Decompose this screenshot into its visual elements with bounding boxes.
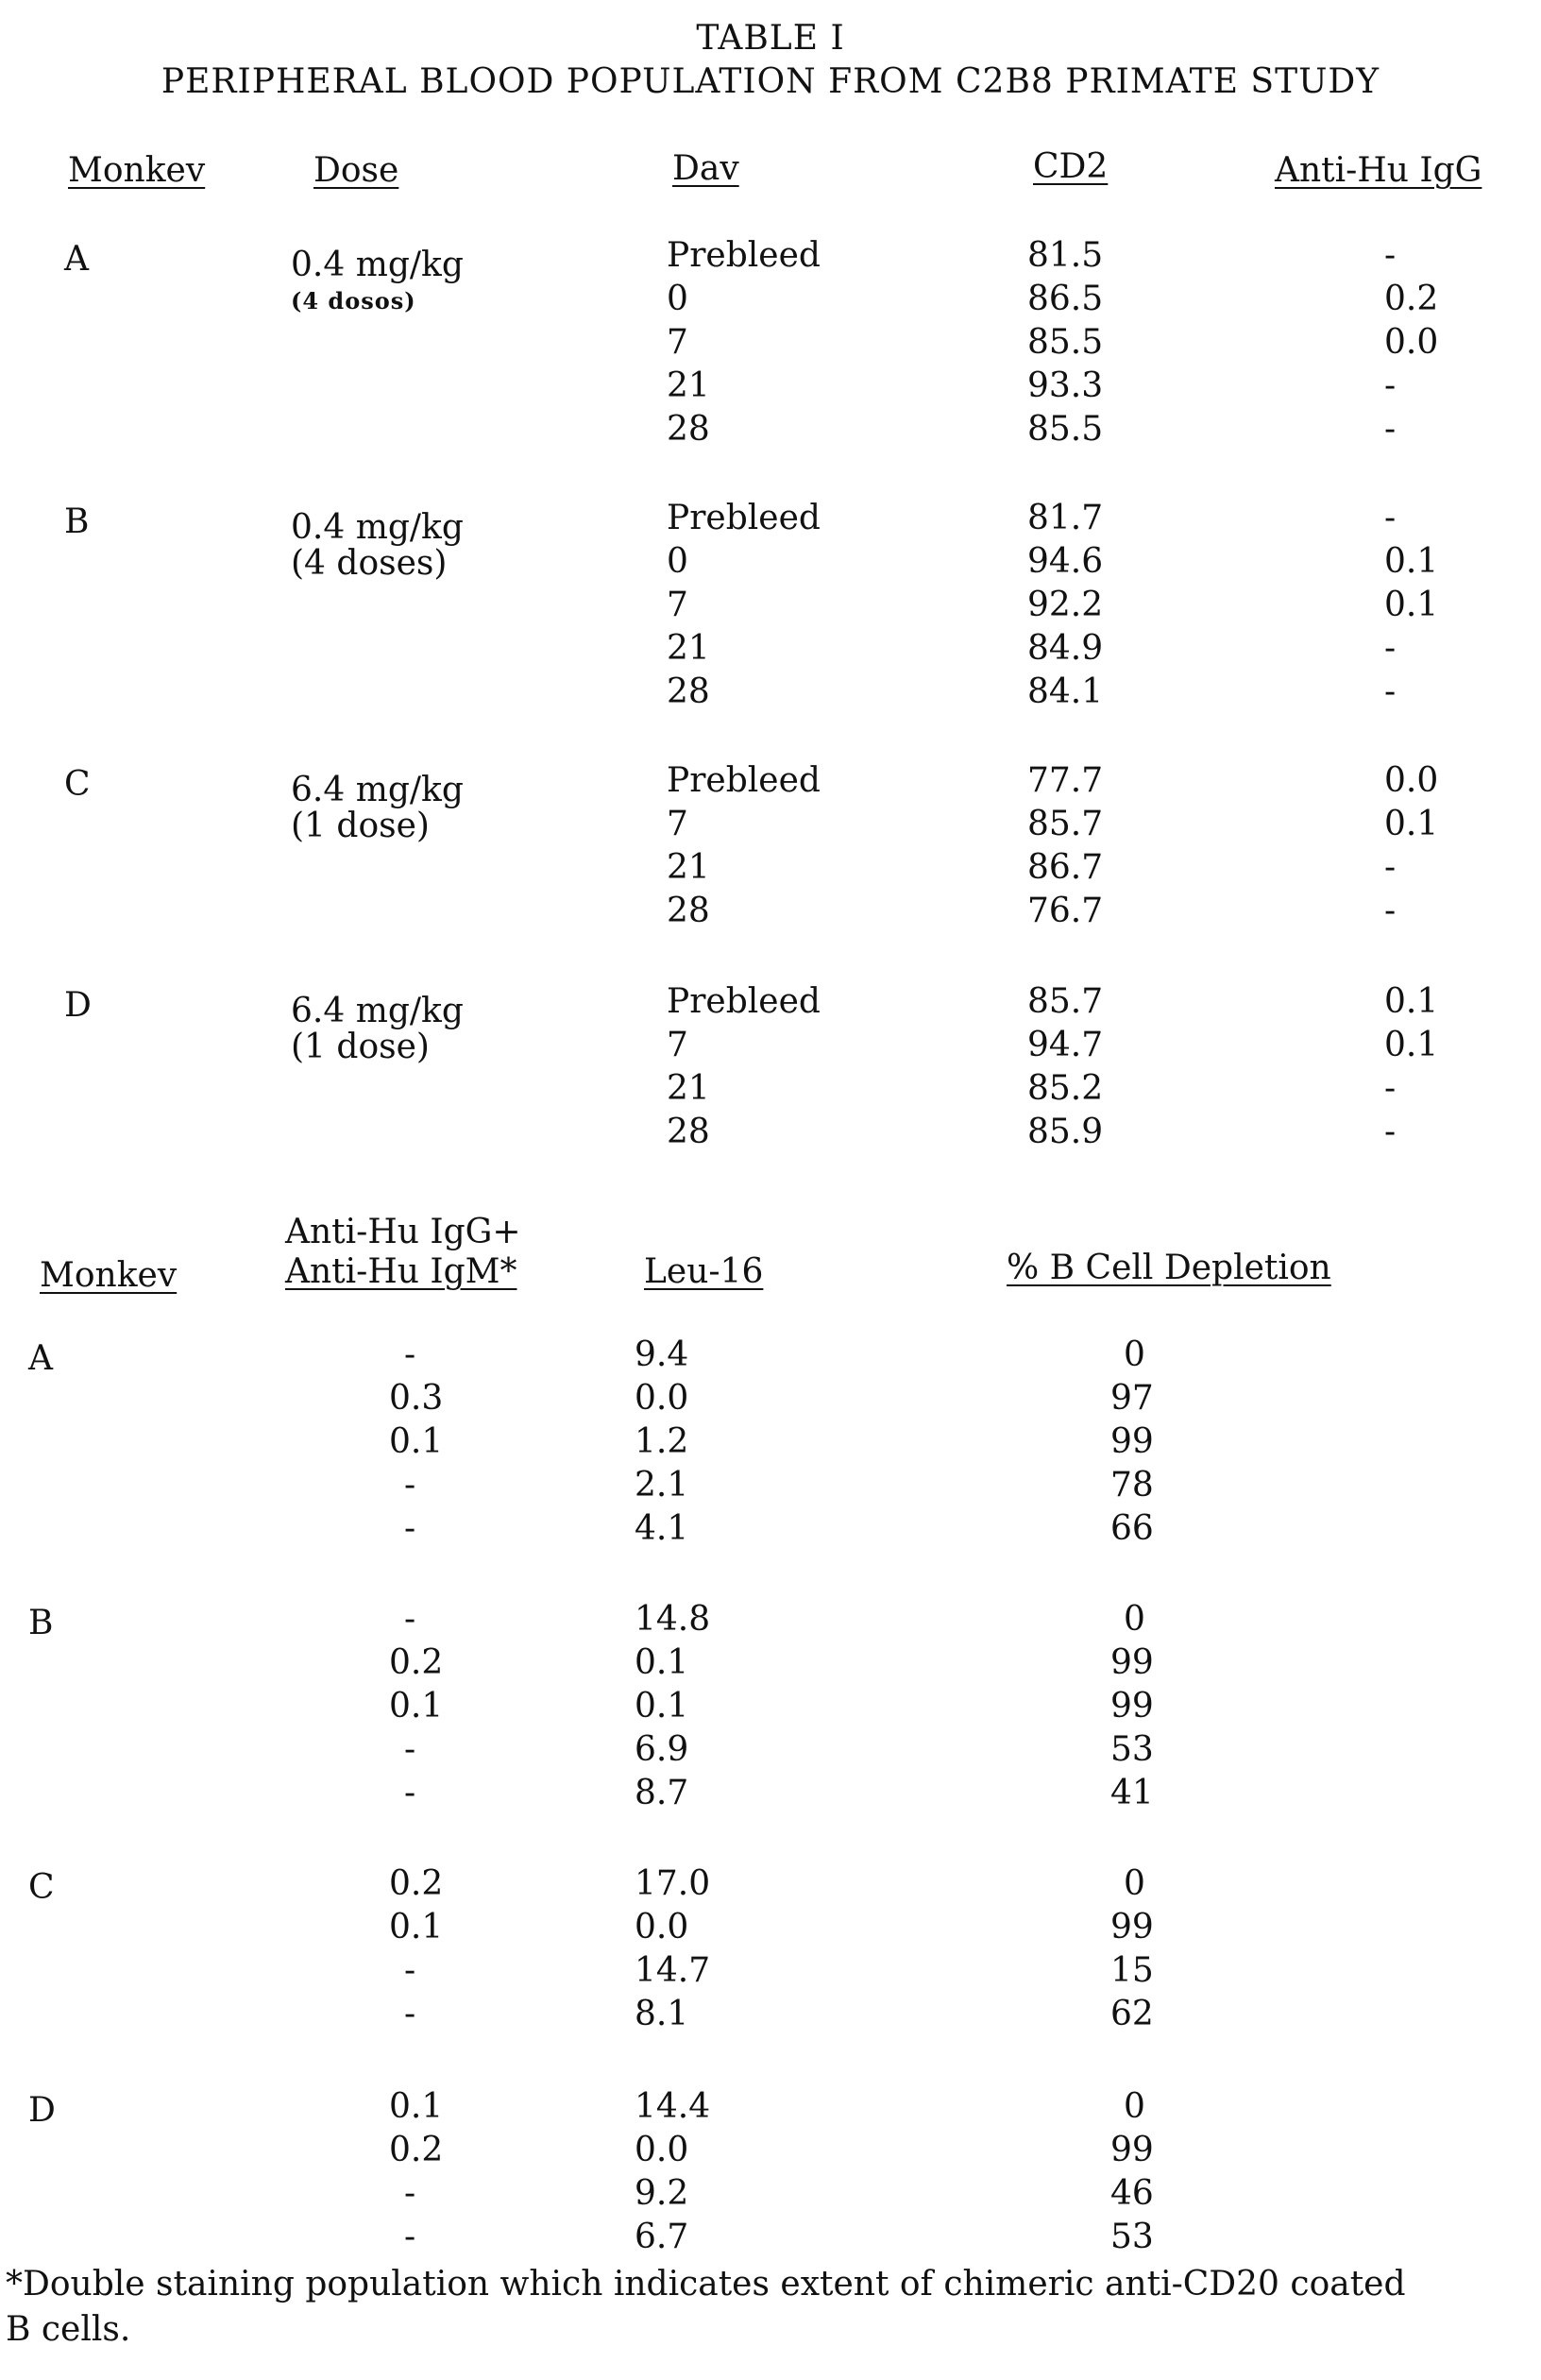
t1-day: 7: [667, 805, 688, 843]
t1-anti-hu-igg: 0.1: [1384, 982, 1439, 1021]
t1-day: 0: [667, 542, 688, 581]
t2-anti-hu-igg-igm: -: [404, 1466, 416, 1504]
t1-dose-note: (4 doses): [291, 544, 448, 583]
t1-dose: 0.4 mg/kg: [291, 508, 464, 547]
t1-cd2: 81.7: [1027, 499, 1104, 537]
t1-dose-note: (1 dose): [291, 807, 430, 845]
t1-anti-hu-igg: 0.1: [1384, 805, 1439, 843]
t2-monkey-label: D: [28, 2091, 56, 2130]
t2-b-cell-depletion: 53: [1110, 1730, 1154, 1769]
t1-cd2: 84.1: [1027, 672, 1104, 711]
t2-leu16: 6.7: [635, 2218, 689, 2256]
t2-monkey-label: A: [28, 1339, 53, 1378]
t2-b-cell-depletion: 66: [1110, 1509, 1154, 1548]
t1-cd2: 85.7: [1027, 805, 1104, 843]
footnote-line2: B cells.: [6, 2310, 131, 2349]
t2-anti-hu-igg-igm: 0.1: [389, 1422, 444, 1461]
t1-cd2: 86.5: [1027, 280, 1104, 318]
t1-dose-note: (1 dose): [291, 1028, 430, 1066]
t1-day: Prebleed: [667, 761, 821, 800]
t2-leu16: 2.1: [635, 1466, 689, 1504]
t1-day: 21: [667, 366, 710, 405]
t2-leu16: 6.9: [635, 1730, 689, 1769]
t2-b-cell-depletion: 99: [1110, 1687, 1154, 1726]
t1-header-dose: Dose: [313, 151, 399, 190]
t1-day: 28: [667, 410, 710, 449]
t2-header-igg-igm-line2: Anti-Hu IgM*: [285, 1252, 517, 1291]
t2-anti-hu-igg-igm: -: [404, 1600, 416, 1639]
t1-day: Prebleed: [667, 982, 821, 1021]
t2-b-cell-depletion: 53: [1110, 2218, 1154, 2256]
t2-anti-hu-igg-igm: -: [404, 1730, 416, 1769]
t1-cd2: 81.5: [1027, 236, 1104, 275]
t1-cd2: 93.3: [1027, 366, 1104, 405]
t2-anti-hu-igg-igm: -: [404, 1951, 416, 1990]
t1-anti-hu-igg: 0.0: [1384, 761, 1439, 800]
t1-anti-hu-igg: 0.0: [1384, 323, 1439, 362]
t1-cd2: 85.5: [1027, 323, 1104, 362]
t2-leu16: 17.0: [635, 1864, 711, 1903]
t1-cd2: 76.7: [1027, 892, 1104, 930]
t1-anti-hu-igg: 0.1: [1384, 586, 1439, 624]
t2-leu16: 0.0: [635, 1379, 689, 1418]
t1-day: 7: [667, 1026, 688, 1064]
t1-day: 21: [667, 1069, 710, 1108]
t1-day: 28: [667, 672, 710, 711]
t1-cd2: 85.7: [1027, 982, 1104, 1021]
t1-day: Prebleed: [667, 499, 821, 537]
t2-anti-hu-igg-igm: 0.2: [389, 1643, 444, 1682]
t2-anti-hu-igg-igm: -: [404, 1995, 416, 2033]
t2-leu16: 4.1: [635, 1509, 689, 1548]
t1-cd2: 85.5: [1027, 410, 1104, 449]
t2-anti-hu-igg-igm: -: [404, 2174, 416, 2213]
t1-cd2: 94.7: [1027, 1026, 1104, 1064]
t2-anti-hu-igg-igm: 0.3: [389, 1379, 444, 1418]
t2-leu16: 14.7: [635, 1951, 711, 1990]
t1-anti-hu-igg: -: [1384, 236, 1397, 275]
t2-anti-hu-igg-igm: 0.1: [389, 1687, 444, 1726]
t2-b-cell-depletion: 0: [1124, 1600, 1145, 1639]
t1-anti-hu-igg: -: [1384, 629, 1397, 668]
t1-dose: 6.4 mg/kg: [291, 771, 464, 809]
t2-b-cell-depletion: 99: [1110, 1908, 1154, 1946]
t1-cd2: 77.7: [1027, 761, 1104, 800]
t1-cd2: 92.2: [1027, 586, 1104, 624]
t2-header-igg-igm-line1: Anti-Hu IgG+: [285, 1213, 521, 1251]
t2-leu16: 14.4: [635, 2087, 711, 2126]
t1-anti-hu-igg: -: [1384, 1113, 1397, 1151]
t1-day: 28: [667, 892, 710, 930]
t1-anti-hu-igg: -: [1384, 410, 1397, 449]
t1-anti-hu-igg: -: [1384, 672, 1397, 711]
t2-b-cell-depletion: 99: [1110, 2131, 1154, 2169]
t2-header-monkey: Monkev: [40, 1256, 178, 1295]
t2-anti-hu-igg-igm: 0.2: [389, 1864, 444, 1903]
t2-monkey-label: C: [28, 1868, 55, 1907]
t1-anti-hu-igg: 0.1: [1384, 542, 1439, 581]
t2-anti-hu-igg-igm: 0.1: [389, 2087, 444, 2126]
t1-cd2: 94.6: [1027, 542, 1104, 581]
t2-leu16: 8.1: [635, 1995, 689, 2033]
t1-day: 21: [667, 629, 710, 668]
t2-anti-hu-igg-igm: -: [404, 2218, 416, 2256]
t2-header-leu16: Leu-16: [644, 1252, 764, 1291]
table-title: TABLE I: [696, 19, 845, 58]
t1-monkey-label: B: [64, 502, 90, 541]
t1-header-anti-hu-igg: Anti-Hu IgG: [1275, 151, 1482, 190]
t1-anti-hu-igg: -: [1384, 499, 1397, 537]
t1-dose-note: (4 dosos): [291, 287, 416, 314]
t1-monkey-label: D: [64, 986, 92, 1025]
t1-cd2: 84.9: [1027, 629, 1104, 668]
t1-day: 7: [667, 323, 688, 362]
t2-b-cell-depletion: 15: [1110, 1951, 1154, 1990]
t2-anti-hu-igg-igm: -: [404, 1509, 416, 1548]
t2-anti-hu-igg-igm: -: [404, 1335, 416, 1374]
t1-cd2: 85.9: [1027, 1113, 1104, 1151]
t1-header-monkey: Monkev: [68, 151, 206, 190]
t1-header-day: Dav: [672, 149, 739, 188]
t2-leu16: 14.8: [635, 1600, 711, 1639]
t1-monkey-label: A: [64, 240, 89, 279]
t2-monkey-label: B: [28, 1604, 54, 1642]
t1-anti-hu-igg: -: [1384, 1069, 1397, 1108]
t2-leu16: 0.1: [635, 1643, 689, 1682]
table-subtitle: PERIPHERAL BLOOD POPULATION FROM C2B8 PRIMATE STUDY: [161, 62, 1380, 101]
t2-b-cell-depletion: 78: [1110, 1466, 1154, 1504]
t2-anti-hu-igg-igm: -: [404, 1774, 416, 1812]
t2-anti-hu-igg-igm: 0.1: [389, 1908, 444, 1946]
t2-b-cell-depletion: 0: [1124, 1335, 1145, 1374]
t2-b-cell-depletion: 41: [1110, 1774, 1154, 1812]
t2-b-cell-depletion: 99: [1110, 1643, 1154, 1682]
t1-day: Prebleed: [667, 236, 821, 275]
t1-dose: 0.4 mg/kg: [291, 246, 464, 284]
t1-header-cd2: CD2: [1033, 147, 1109, 186]
t2-leu16: 0.0: [635, 1908, 689, 1946]
t2-b-cell-depletion: 97: [1110, 1379, 1154, 1418]
t2-b-cell-depletion: 62: [1110, 1995, 1154, 2033]
t1-day: 7: [667, 586, 688, 624]
t1-anti-hu-igg: 0.1: [1384, 1026, 1439, 1064]
t2-b-cell-depletion: 99: [1110, 1422, 1154, 1461]
t2-leu16: 1.2: [635, 1422, 689, 1461]
t2-leu16: 8.7: [635, 1774, 689, 1812]
t1-anti-hu-igg: -: [1384, 848, 1397, 887]
t1-anti-hu-igg: -: [1384, 892, 1397, 930]
t2-leu16: 9.2: [635, 2174, 689, 2213]
t2-b-cell-depletion: 0: [1124, 2087, 1145, 2126]
t2-leu16: 9.4: [635, 1335, 689, 1374]
t2-header-depletion: % B Cell Depletion: [1007, 1249, 1331, 1287]
t1-monkey-label: C: [64, 765, 91, 804]
t1-anti-hu-igg: 0.2: [1384, 280, 1439, 318]
t1-day: 21: [667, 848, 710, 887]
t1-anti-hu-igg: -: [1384, 366, 1397, 405]
t2-b-cell-depletion: 46: [1110, 2174, 1154, 2213]
t2-b-cell-depletion: 0: [1124, 1864, 1145, 1903]
t2-leu16: 0.1: [635, 1687, 689, 1726]
footnote-line1: *Double staining population which indicates extent of chimeric anti-CD20 coated: [6, 2265, 1406, 2304]
t2-leu16: 0.0: [635, 2131, 689, 2169]
t1-day: 28: [667, 1113, 710, 1151]
t1-cd2: 86.7: [1027, 848, 1104, 887]
t1-cd2: 85.2: [1027, 1069, 1104, 1108]
t1-dose: 6.4 mg/kg: [291, 992, 464, 1030]
t2-anti-hu-igg-igm: 0.2: [389, 2131, 444, 2169]
t1-day: 0: [667, 280, 688, 318]
